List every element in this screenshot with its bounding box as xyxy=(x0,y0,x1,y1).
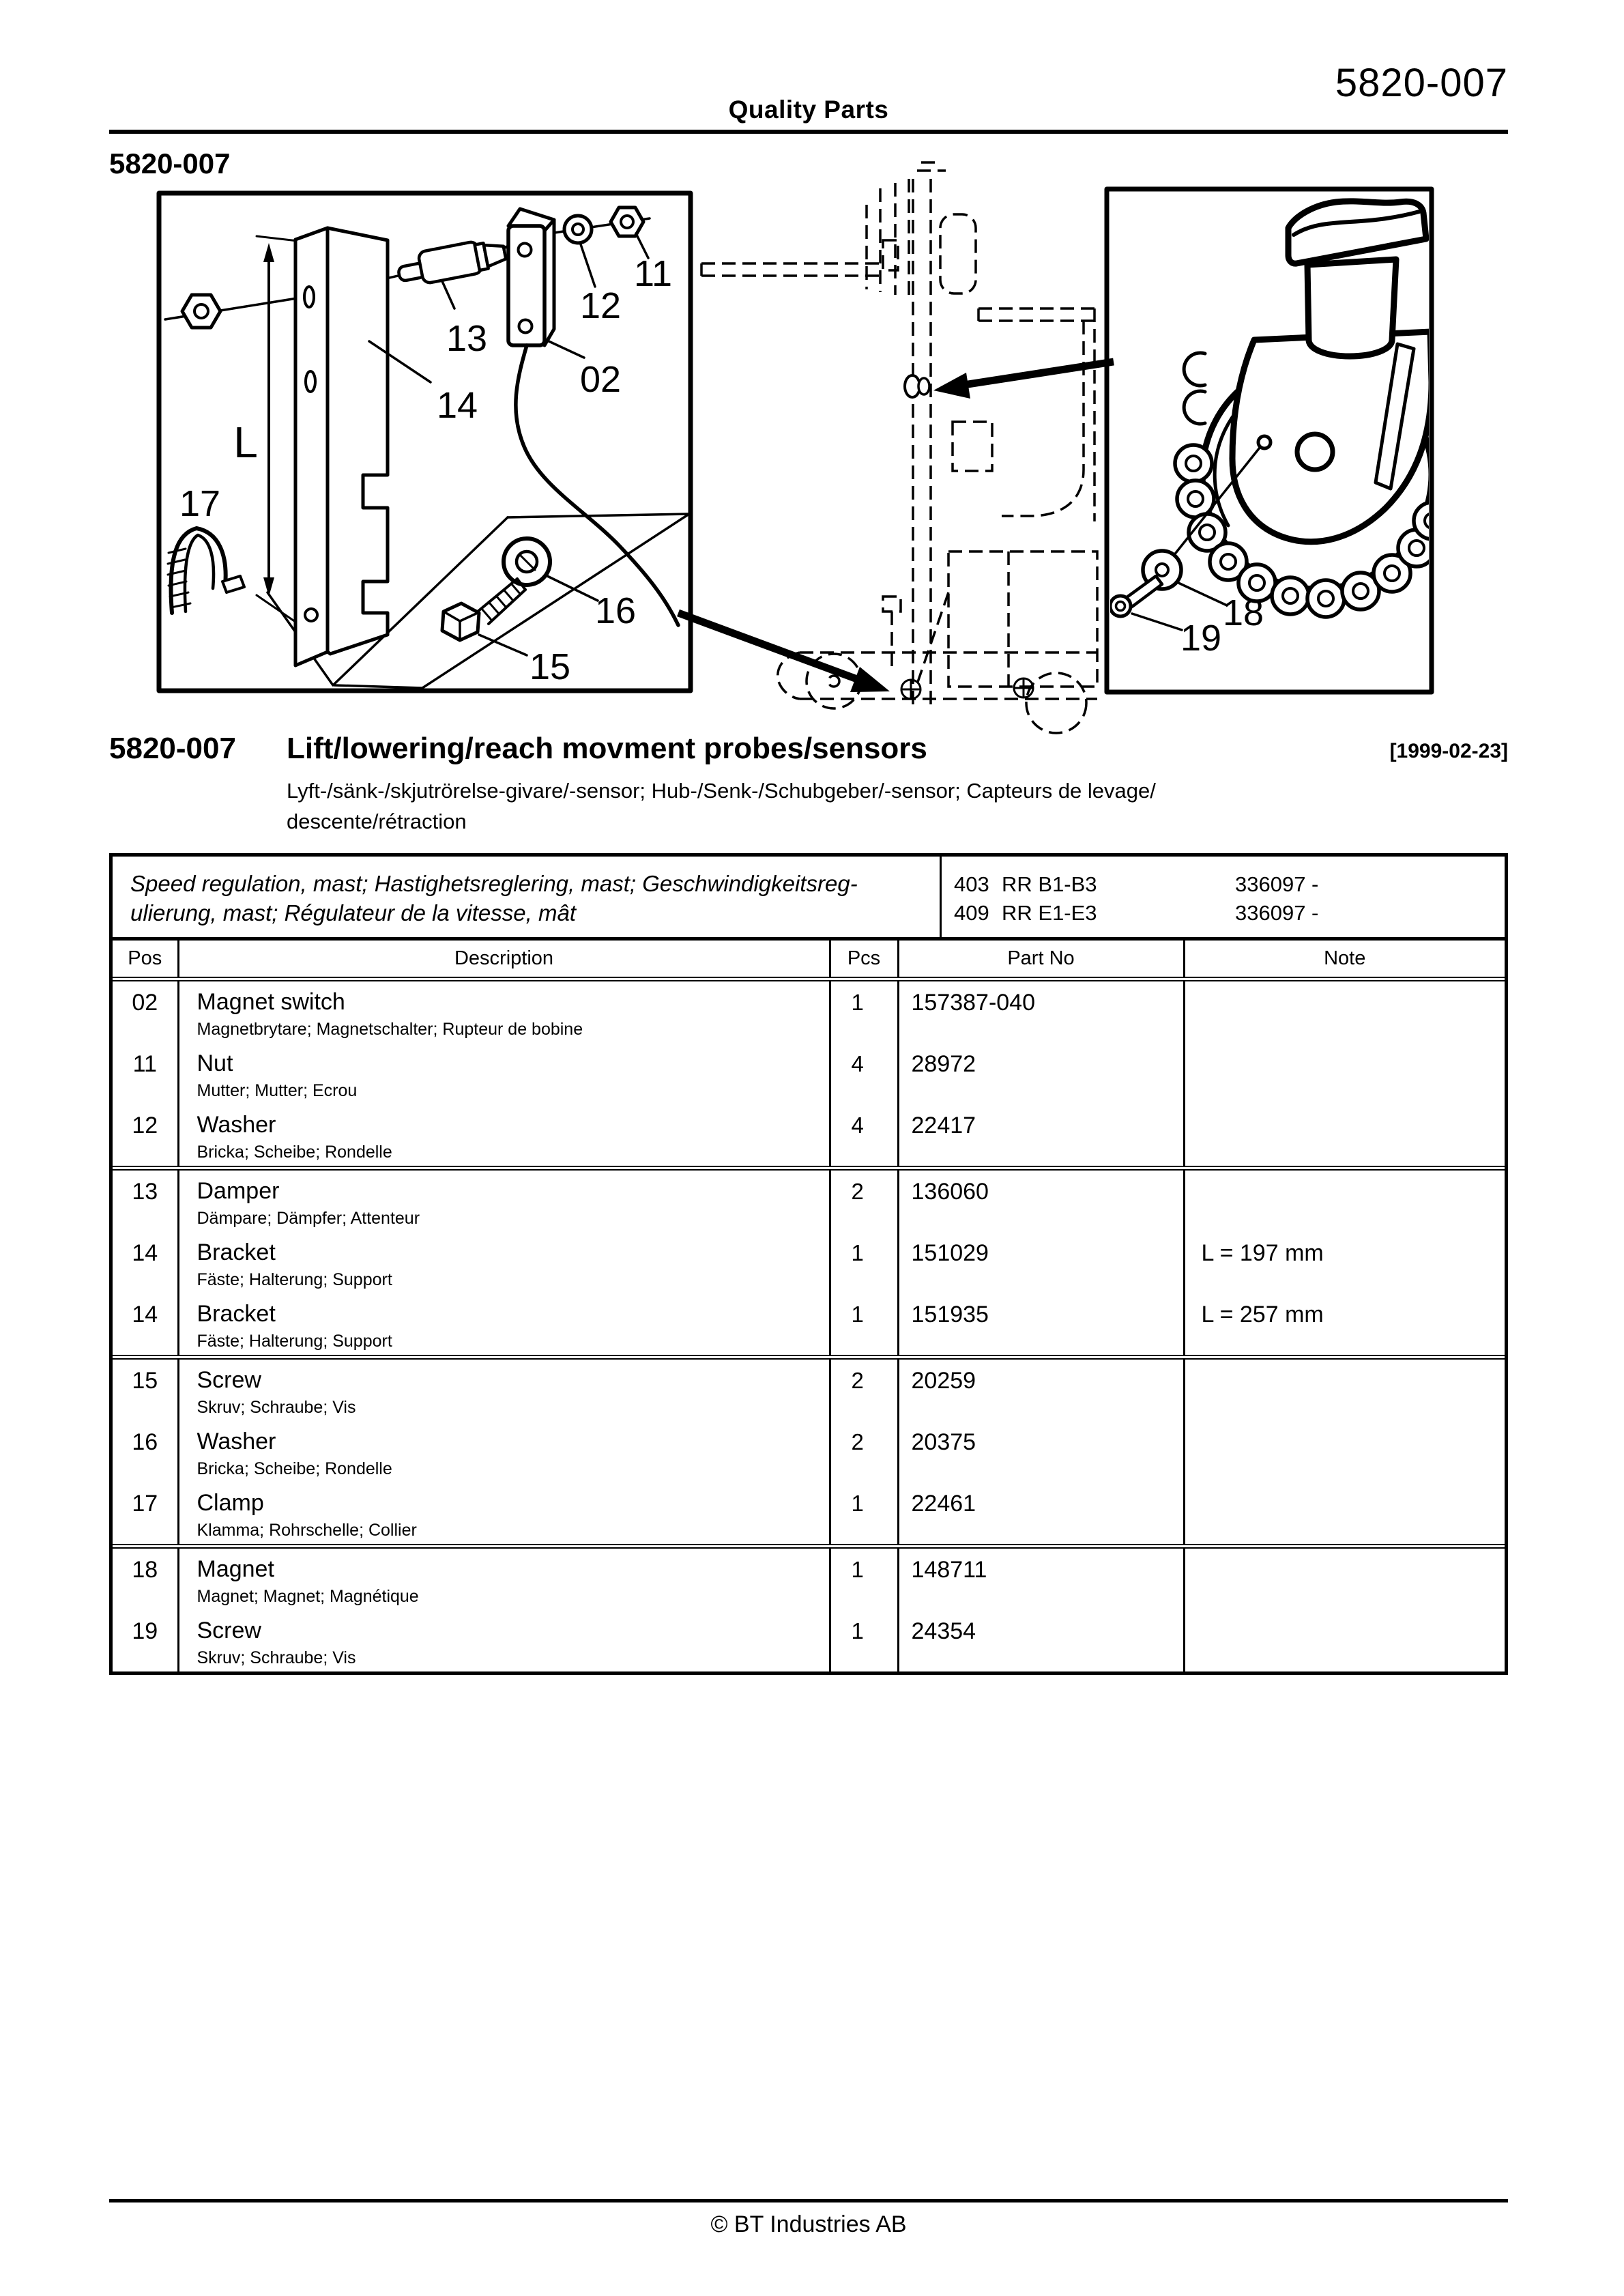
table-row xyxy=(113,1043,1505,1104)
part-pcs: 2 xyxy=(830,1168,898,1232)
part-alt: Dämpare; Dämpfer; Attenteur xyxy=(197,1208,420,1228)
part-note xyxy=(1184,1482,1505,1547)
screw-19-drawing xyxy=(1110,576,1162,616)
table-row xyxy=(113,1357,1505,1421)
part-name: Magnet switch xyxy=(197,988,345,1015)
magnet-hole xyxy=(1258,436,1271,448)
part-pcs: 1 xyxy=(830,979,898,1043)
part-desc xyxy=(178,1482,830,1547)
part-pos: 19 xyxy=(132,1618,158,1644)
col-note: Note xyxy=(1184,941,1505,979)
section-subtitle xyxy=(287,775,1156,837)
callout-12: 12 xyxy=(579,285,622,326)
part-desc xyxy=(178,1232,830,1293)
part-desc xyxy=(178,1357,830,1421)
nut-left-drawing xyxy=(182,295,220,328)
table-row xyxy=(113,1610,1505,1671)
part-note xyxy=(1184,1043,1505,1104)
part-pos: 12 xyxy=(132,1112,158,1138)
part-desc xyxy=(178,1043,830,1104)
table-row xyxy=(113,1546,1505,1610)
header-title: Quality Parts xyxy=(728,96,889,124)
truck-solid-details xyxy=(901,375,1033,699)
flag-line2: ulierung, mast; Régulateur de la vitesse, mât xyxy=(130,900,576,925)
callout-labels-right xyxy=(1180,592,1264,659)
part-pos: 16 xyxy=(132,1429,158,1455)
part-pcs: 4 xyxy=(830,1043,898,1104)
callout-13: 13 xyxy=(446,318,488,359)
part-number: 28972 xyxy=(898,1043,1184,1104)
header-doc-code: 5820-007 xyxy=(1335,61,1508,105)
model-serial: 336097 - xyxy=(1235,901,1319,925)
part-alt: Bricka; Scheibe; Rondelle xyxy=(197,1459,392,1478)
clamp-drawing xyxy=(168,528,244,613)
part-pcs: 1 xyxy=(830,1546,898,1610)
nut-right-drawing xyxy=(611,207,643,236)
flag-line1: Speed regulation, mast; Hastighetsreglering, mast; Geschwindigkeitsreg- xyxy=(130,871,858,896)
locator-arrows xyxy=(678,362,1114,692)
part-note xyxy=(1184,1421,1505,1482)
screw-15-drawing xyxy=(442,579,525,640)
section-subtitle-line2: descente/rétraction xyxy=(287,809,467,833)
model-serial: 336097 - xyxy=(1235,872,1319,896)
table-row xyxy=(113,1482,1505,1547)
col-pos: Pos xyxy=(113,941,178,979)
part-pcs: 1 xyxy=(830,1293,898,1358)
section-subtitle-line1: Lyft-/sänk-/skjutrörelse-givare/-sensor; Hub-/Senk-/Schubgeber/-sensor; Capteurs de levage/ xyxy=(287,779,1156,803)
part-alt: Bricka; Scheibe; Rondelle xyxy=(197,1142,392,1162)
table-row xyxy=(113,1293,1505,1358)
table-row xyxy=(113,1104,1505,1168)
parts-table xyxy=(109,853,1508,1675)
part-pcs: 1 xyxy=(830,1610,898,1671)
part-pcs: 1 xyxy=(830,1232,898,1293)
part-pos: 14 xyxy=(132,1301,158,1328)
flag-description xyxy=(113,857,940,937)
section-code: 5820-007 xyxy=(109,732,236,765)
table-row xyxy=(113,1168,1505,1232)
page-code: 5820-007 xyxy=(109,147,231,180)
part-name: Nut xyxy=(197,1050,233,1076)
part-alt: Mutter; Mutter; Ecrou xyxy=(197,1080,358,1100)
part-pcs: 4 xyxy=(830,1104,898,1168)
part-alt: Skruv; Schraube; Vis xyxy=(197,1648,356,1667)
part-number: 20259 xyxy=(898,1357,1184,1421)
col-part-no: Part No xyxy=(898,941,1184,979)
part-name: Damper xyxy=(197,1177,280,1204)
washer-16-drawing xyxy=(504,539,550,585)
part-desc xyxy=(178,1546,830,1610)
table-row xyxy=(113,1421,1505,1482)
part-number: 22417 xyxy=(898,1104,1184,1168)
magnet-switch-drawing xyxy=(508,209,554,345)
part-name: Clamp xyxy=(197,1489,264,1516)
right-panel-drawing xyxy=(1107,189,1451,692)
part-note: L = 197 mm xyxy=(1184,1232,1505,1293)
callout-16: 16 xyxy=(594,590,637,631)
col-pcs: Pcs xyxy=(830,941,898,979)
flag-model-row xyxy=(954,899,1505,928)
part-alt: Klamma; Rohrschelle; Collier xyxy=(197,1520,417,1540)
model-series: RR B1-B3 xyxy=(1002,872,1097,896)
part-number: 157387-040 xyxy=(898,979,1184,1043)
part-number: 136060 xyxy=(898,1168,1184,1232)
flag-model-row xyxy=(954,870,1505,899)
part-pcs: 2 xyxy=(830,1421,898,1482)
part-pcs: 1 xyxy=(830,1482,898,1547)
part-pos: 15 xyxy=(113,1357,178,1421)
callout-14: 14 xyxy=(436,385,478,426)
part-desc xyxy=(178,1293,830,1358)
part-pos: 18 xyxy=(113,1546,178,1610)
flag-models xyxy=(940,857,1505,937)
section-date: [1999-02-23] xyxy=(1389,740,1508,762)
part-alt: Magnetbrytare; Magnetschalter; Rupteur de bobine xyxy=(197,1019,583,1039)
part-desc xyxy=(178,1610,830,1671)
part-number: 148711 xyxy=(898,1546,1184,1610)
callout-17: 17 xyxy=(179,483,221,524)
model-code: 409 xyxy=(954,901,989,925)
part-name: Washer xyxy=(197,1111,276,1138)
left-panel-drawing xyxy=(159,193,691,691)
part-desc xyxy=(178,1421,830,1482)
part-note xyxy=(1184,1546,1505,1610)
table-header-row xyxy=(113,941,1505,979)
part-desc xyxy=(178,979,830,1043)
part-alt: Fäste; Halterung; Support xyxy=(197,1269,392,1289)
part-alt: Skruv; Schraube; Vis xyxy=(197,1397,356,1417)
part-note: L = 257 mm xyxy=(1184,1293,1505,1358)
part-number: 20375 xyxy=(898,1421,1184,1482)
part-pos: 14 xyxy=(132,1239,158,1266)
bracket-drawing xyxy=(295,228,388,665)
part-note xyxy=(1184,1168,1505,1232)
table-row xyxy=(113,979,1505,1043)
washer-12-drawing xyxy=(564,216,592,243)
callout-02: 02 xyxy=(579,359,622,400)
part-note xyxy=(1184,1104,1505,1168)
part-pcs: 2 xyxy=(830,1357,898,1421)
model-code: 403 xyxy=(954,872,989,896)
part-desc xyxy=(178,1104,830,1168)
part-name: Bracket xyxy=(197,1300,276,1327)
part-number: 22461 xyxy=(898,1482,1184,1547)
col-description: Description xyxy=(178,941,830,979)
part-name: Screw xyxy=(197,1617,261,1644)
part-name: Magnet xyxy=(197,1555,274,1582)
callout-labels-left xyxy=(179,253,672,687)
part-name: Washer xyxy=(197,1428,276,1454)
part-pos: 13 xyxy=(113,1168,178,1232)
part-note xyxy=(1184,979,1505,1043)
callout-19: 19 xyxy=(1180,618,1222,659)
part-name: Screw xyxy=(197,1366,261,1393)
callout-L: L xyxy=(233,418,258,467)
part-desc xyxy=(178,1168,830,1232)
callout-11: 11 xyxy=(633,253,673,294)
footer-copyright: © BT Industries AB xyxy=(710,2211,907,2237)
table-row xyxy=(113,1232,1505,1293)
part-pos: 02 xyxy=(132,989,158,1016)
part-alt: Fäste; Halterung; Support xyxy=(197,1331,392,1351)
part-number: 151029 xyxy=(898,1232,1184,1293)
callout-15: 15 xyxy=(529,646,571,687)
part-number: 151935 xyxy=(898,1293,1184,1358)
footer-rule xyxy=(109,2199,1508,2202)
callout-18: 18 xyxy=(1222,592,1264,633)
part-alt: Magnet; Magnet; Magnétique xyxy=(197,1586,419,1606)
part-name: Bracket xyxy=(197,1239,276,1265)
part-pos: 11 xyxy=(132,1050,157,1077)
section-title: Lift/lowering/reach movment probes/sensors xyxy=(287,732,927,765)
damper-drawing xyxy=(396,235,517,289)
header-rule xyxy=(109,130,1508,134)
magnet-holder-cap xyxy=(1288,201,1426,263)
model-series: RR E1-E3 xyxy=(1002,901,1097,925)
part-number: 24354 xyxy=(898,1610,1184,1671)
magnet-holder-stem xyxy=(1307,259,1396,356)
part-note xyxy=(1184,1357,1505,1421)
part-note xyxy=(1184,1610,1505,1671)
part-pos: 17 xyxy=(132,1490,158,1517)
model-flag-box xyxy=(113,857,1505,941)
